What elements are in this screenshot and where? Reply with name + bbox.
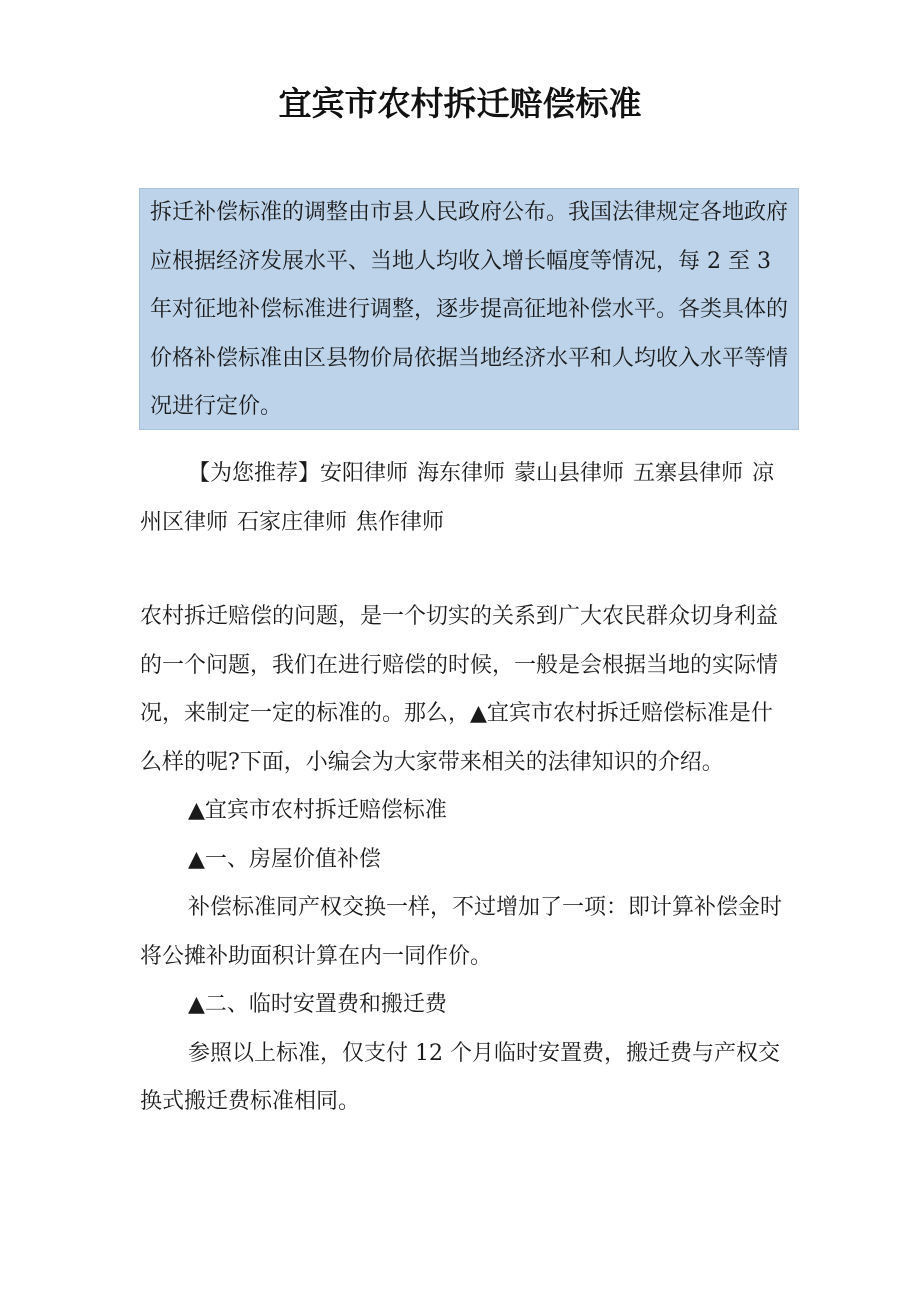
lawyer-link-shijiazhuang[interactable]: 石家庄律师 [237, 509, 348, 535]
recommend-section [140, 450, 790, 547]
main-heading: ▲宜宾市农村拆迁赔偿标准 [188, 798, 447, 823]
intro-paragraph: 农村拆迁赔偿的问题，是一个切实的关系到广大农民群众切身利益的一个问题，我们在进行赔偿的时候，一般是会根据当地的实际情况，来制定一定的标准的。那么，▲宜宾市农村拆迁赔偿标准是什么样的呢?下面，小编会为大家带来相关的法律知识的介绍。 [140, 604, 779, 775]
section1-body: 补偿标准同产权交换一样，不过增加了一项：即计算补偿金时将公摊补助面积计算在内一同作价。 [140, 895, 783, 969]
lawyer-link-liangzhou[interactable]: 凉州区律师 [140, 461, 775, 535]
section2-body: 参照以上标准，仅支付 12 个月临时安置费，搬迁费与产权交换式搬迁费标准相同。 [140, 1040, 780, 1114]
recommend-label: 【为您推荐】 [188, 461, 321, 486]
lawyer-link-jiaozuo[interactable]: 焦作律师 [356, 509, 445, 535]
section1-heading: ▲一、房屋价值补偿 [188, 846, 381, 872]
summary-box [139, 188, 799, 430]
lawyer-link-mengshan[interactable]: 蒙山县律师 [514, 461, 625, 486]
lawyer-link-anyang[interactable]: 安阳律师 [320, 461, 409, 486]
lawyer-link-wuzhai[interactable]: 五寨县律师 [633, 461, 744, 486]
summary-text: 拆迁补偿标准的调整由市县人民政府公布。我国法律规定各地政府应根据经济发展水平、当地人均收入增长幅度等情况，每 2 至 3 年对征地补偿标准进行调整，逐步提高征地补偿水平。各类具体的价格补偿标准由区县物价局依据当地经济水平和人均收入水平等情况进行定价。 [150, 200, 789, 419]
page-title: 宜宾市农村拆迁赔偿标准 [278, 84, 642, 123]
section2-heading: ▲二、临时安置费和搬迁费 [188, 992, 447, 1017]
lawyer-link-haidong[interactable]: 海东律师 [417, 461, 506, 486]
article-body [140, 593, 790, 1127]
recommend-paragraph [140, 450, 790, 547]
